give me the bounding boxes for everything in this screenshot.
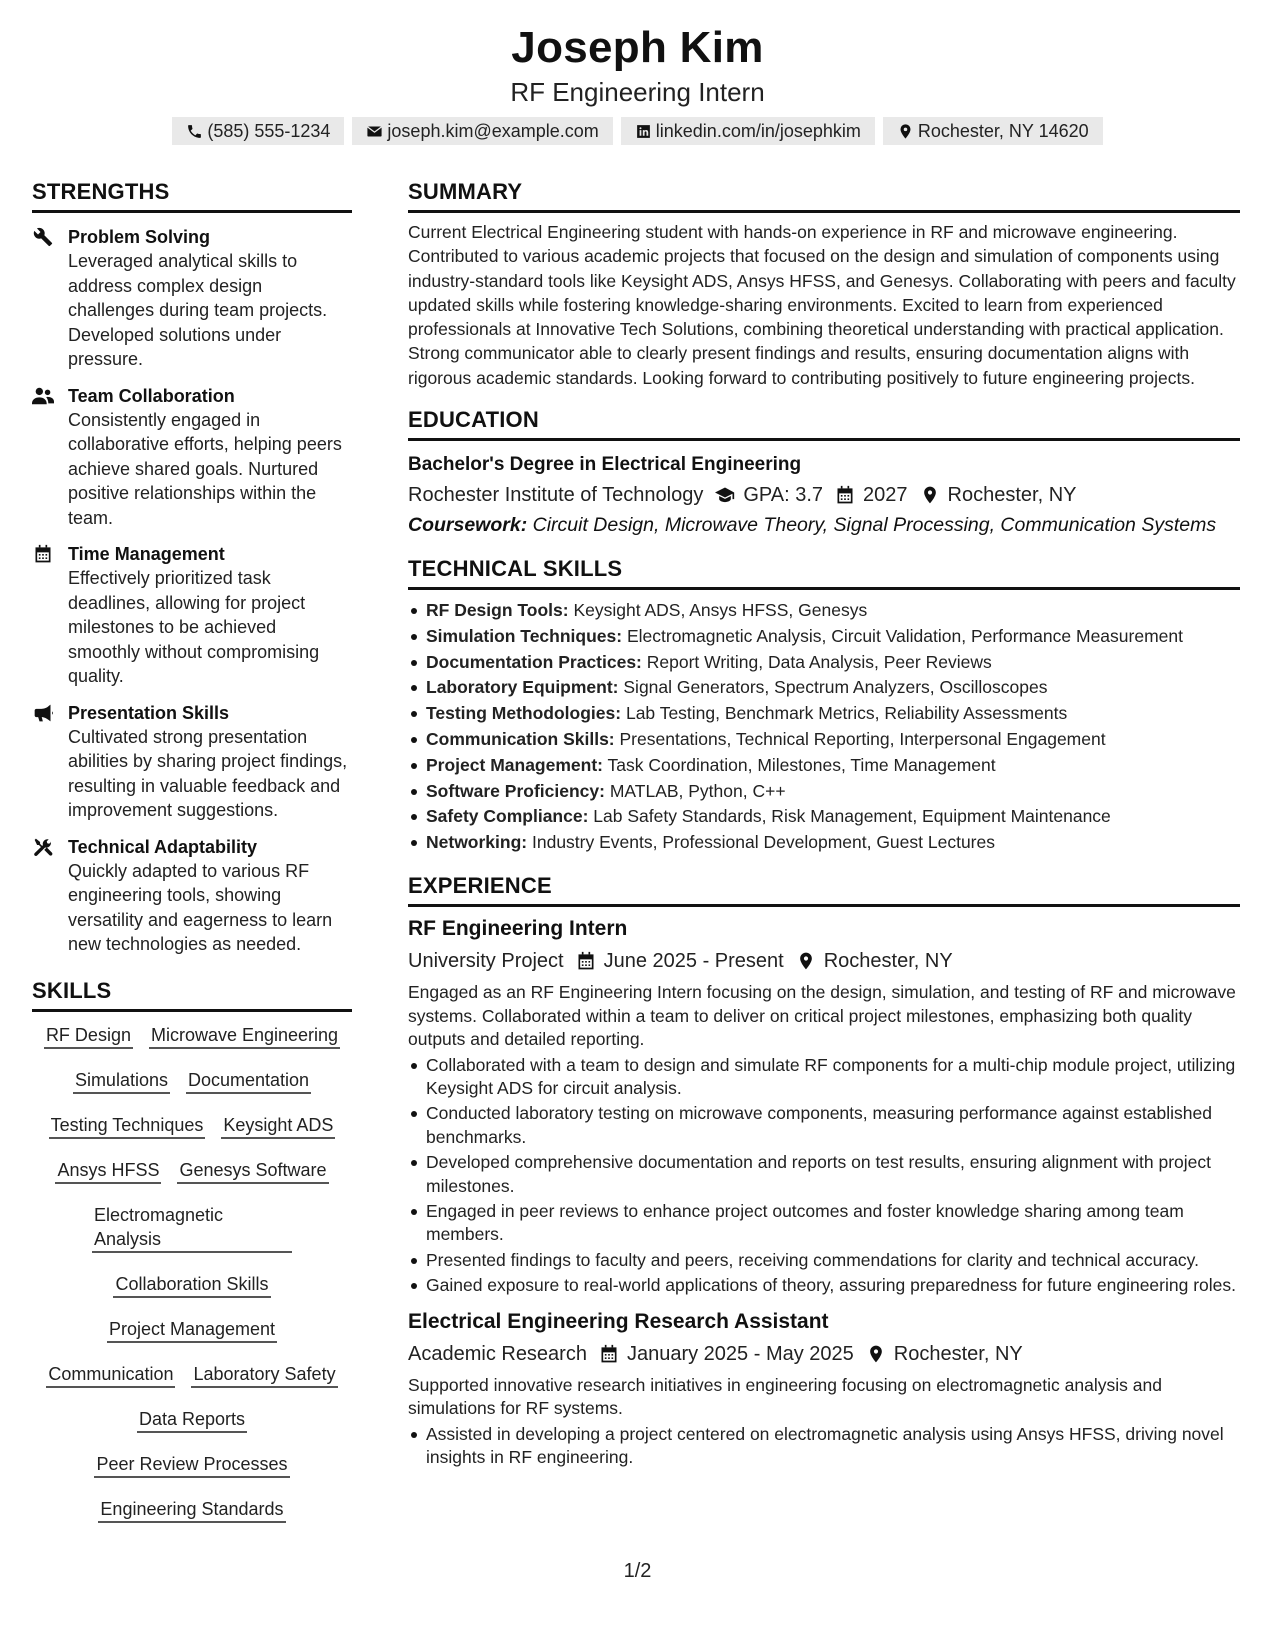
strength-item <box>32 225 352 372</box>
list-item <box>408 779 1240 805</box>
skill-tag: Documentation <box>186 1065 311 1094</box>
job-description: Engaged as an RF Engineering Intern focusing on the design, simulation, and testing of RF and microwave systems. Collaborated within a team to deliver on critical project milestones, emphasizing both quality outputs and detailed reporting. <box>408 982 1236 1050</box>
skills-section <box>32 977 352 1539</box>
calendar-icon <box>599 1344 619 1364</box>
skill-values: MATLAB, Python, C++ <box>604 780 786 801</box>
job-org: University Project <box>408 950 564 973</box>
bullhorn-icon <box>32 703 54 723</box>
list-item <box>408 727 1240 753</box>
experience-section <box>408 872 1240 1469</box>
strength-title: Presentation Skills <box>68 702 230 723</box>
linkedin-text: linkedin.com/in/josephkim <box>655 120 861 141</box>
skill-category: Communication Skills: <box>426 729 615 750</box>
contact-location <box>883 117 1103 145</box>
skill-category: Simulation Techniques: <box>426 625 623 646</box>
list-item: Assisted in developing a project centered on electromagnetic analysis using Ansys HFSS, driving novel insights in RF engineering. <box>408 1423 1240 1470</box>
strength-title: Problem Solving <box>68 227 211 247</box>
skill-tag: Microwave Engineering <box>149 1020 340 1049</box>
email-text: joseph.kim@example.com <box>387 120 599 141</box>
skill-category: Safety Compliance: <box>426 806 589 827</box>
calendar-icon <box>835 485 855 505</box>
skills-heading: SKILLS <box>32 977 352 1012</box>
strength-item <box>32 835 352 957</box>
job-title: Electrical Engineering Research Assistant <box>408 1309 829 1333</box>
job-location: Rochester, NY <box>823 950 953 973</box>
skill-values: Industry Events, Professional Development, Guest Lectures <box>527 832 995 853</box>
skill-tag: Collaboration Skills <box>113 1269 270 1298</box>
left-column <box>32 178 352 1539</box>
skill-tag: Ansys HFSS <box>55 1155 161 1184</box>
list-item <box>408 650 1240 676</box>
job-bullets <box>408 1054 1240 1298</box>
experience-heading: EXPERIENCE <box>408 872 1240 907</box>
skill-tag: Communication <box>46 1359 175 1388</box>
list-item <box>408 701 1240 727</box>
phone-icon <box>186 123 203 140</box>
list-item <box>408 624 1240 650</box>
contact-linkedin[interactable] <box>621 117 875 145</box>
skill-tag: Data Reports <box>137 1404 247 1433</box>
skill-category: Networking: <box>426 832 528 853</box>
list-item <box>408 830 1240 856</box>
technical-skills-section <box>408 555 1240 856</box>
skill-tag: Laboratory Safety <box>191 1359 337 1388</box>
page-number: 1/2 <box>623 1560 652 1582</box>
education-section <box>408 406 1240 539</box>
skill-category: Project Management: <box>426 754 603 775</box>
job-meta <box>408 1340 1240 1368</box>
right-column <box>408 178 1240 1471</box>
tools-icon <box>32 837 54 857</box>
skill-values: Keysight ADS, Ansys HFSS, Genesys <box>568 600 868 621</box>
strength-desc: Leveraged analytical skills to address complex design challenges during team projects. Developed solutions under pressure. <box>68 251 328 369</box>
skill-tag: Electromagnetic Analysis <box>92 1200 292 1253</box>
skill-tag: Keysight ADS <box>221 1110 335 1139</box>
gpa: GPA: 3.7 <box>743 484 824 507</box>
skill-tag: Peer Review Processes <box>94 1449 289 1478</box>
job-bullets <box>408 1423 1240 1470</box>
calendar-icon <box>32 544 54 564</box>
technical-skills-heading: TECHNICAL SKILLS <box>408 555 1240 590</box>
summary-text: Current Electrical Engineering student with hands-on experience in RF and microwave engineering. Contributed to various academic projects that focused on the design and simulation of components using industry-standard tools like Keysight ADS, Ansys HFSS, and Genesys. Collaborating with peers and faculty updated skills while fostering knowledge-sharing environments. Excited to learn from experienced professionals at Innovative Tech Solutions, combining theoretical understanding with practical application. Strong communicator able to clearly present findings and results, ensuring documentation aligns with rigorous academic standards. Looking forward to contributing positively to future engineering projects. <box>408 222 1236 388</box>
coursework <box>408 511 1240 539</box>
map-pin-icon <box>796 951 816 971</box>
list-item: Gained exposure to real-world applications of theory, assuring preparedness for future engineering roles. <box>408 1274 1240 1297</box>
map-pin-icon <box>897 123 914 140</box>
skill-values: Presentations, Technical Reporting, Interpersonal Engagement <box>614 729 1106 750</box>
skill-tag-cloud <box>32 1012 352 1539</box>
strength-title: Team Collaboration <box>68 385 235 406</box>
skill-category: Software Proficiency: <box>426 780 605 801</box>
strength-title: Technical Adaptability <box>68 836 258 857</box>
skill-category: Laboratory Equipment: <box>426 677 619 698</box>
strength-title: Time Management <box>68 544 225 564</box>
job-location: Rochester, NY <box>893 1342 1023 1365</box>
list-item: Collaborated with a team to design and simulate RF components for a multi-chip module project, utilizing Keysight ADS for circuit analysis. <box>408 1054 1240 1101</box>
resume-header <box>0 0 1275 145</box>
strength-item <box>32 701 352 823</box>
map-pin-icon <box>866 1344 886 1364</box>
strength-item <box>32 542 352 689</box>
list-item: Presented findings to faculty and peers, receiving commendations for clarity and technical accuracy. <box>408 1249 1240 1272</box>
linkedin-icon <box>635 123 652 140</box>
contact-email[interactable] <box>352 117 612 145</box>
phone-text: (585) 555-1234 <box>207 120 331 141</box>
summary-section <box>408 178 1240 390</box>
users-icon <box>32 386 54 406</box>
graduation-cap-icon <box>715 485 735 505</box>
list-item: Conducted laboratory testing on microwave components, measuring performance against established benchmarks. <box>408 1102 1240 1149</box>
job-entry <box>408 1308 1240 1470</box>
job-title: RF Engineering Intern <box>408 917 628 941</box>
school-location: Rochester, NY <box>947 484 1077 507</box>
job-meta <box>408 947 1240 975</box>
education-heading: EDUCATION <box>408 406 1240 441</box>
strengths-section <box>32 178 352 957</box>
school-name: Rochester Institute of Technology <box>408 484 704 507</box>
location-text: Rochester, NY 14620 <box>917 120 1089 141</box>
skill-values: Electromagnetic Analysis, Circuit Validation, Performance Measurement <box>622 625 1183 646</box>
coursework-label: Coursework: <box>408 514 528 537</box>
skill-tag: Simulations <box>73 1065 170 1094</box>
skill-tag: Genesys Software <box>177 1155 328 1184</box>
skill-category: Documentation Practices: <box>426 651 642 672</box>
list-item: Engaged in peer reviews to enhance project outcomes and foster knowledge sharing among team members. <box>408 1200 1240 1247</box>
skill-values: Signal Generators, Spectrum Analyzers, Oscilloscopes <box>618 677 1048 698</box>
job-description: Supported innovative research initiatives in engineering focusing on electromagnetic analysis and simulations for RF systems. <box>408 1374 1162 1419</box>
skill-tag: Testing Techniques <box>49 1110 206 1139</box>
job-dates: January 2025 - May 2025 <box>626 1342 854 1365</box>
coursework-list: Circuit Design, Microwave Theory, Signal Processing, Communication Systems <box>527 514 1217 537</box>
list-item <box>408 753 1240 779</box>
list-item <box>408 598 1240 624</box>
contact-bar <box>0 117 1275 145</box>
job-org: Academic Research <box>408 1342 587 1365</box>
strength-desc: Quickly adapted to various RF engineering tools, showing versatility and eagerness to learn new technologies as needed. <box>68 860 333 954</box>
strength-item <box>32 384 352 531</box>
strength-desc: Cultivated strong presentation abilities by sharing project findings, resulting in valuable feedback and improvement suggestions. <box>68 726 348 820</box>
map-pin-icon <box>920 485 940 505</box>
degree-title: Bachelor's Degree in Electrical Engineering <box>408 454 802 476</box>
list-item: Developed comprehensive documentation and reports on test results, ensuring alignment with project milestones. <box>408 1151 1240 1198</box>
summary-heading: SUMMARY <box>408 178 1240 213</box>
calendar-icon <box>576 951 596 971</box>
skill-category: RF Design Tools: <box>426 600 569 621</box>
skill-values: Lab Testing, Benchmark Metrics, Reliability Assessments <box>621 703 1068 724</box>
list-item <box>408 804 1240 830</box>
grad-year: 2027 <box>863 484 908 507</box>
technical-skills-list <box>408 598 1240 856</box>
skill-tag: Project Management <box>107 1314 277 1343</box>
education-meta <box>408 481 1240 509</box>
skill-values: Report Writing, Data Analysis, Peer Reviews <box>641 651 992 672</box>
strength-desc: Effectively prioritized task deadlines, allowing for project milestones to be achieved smoothly without compromising quality. <box>68 568 320 686</box>
skill-values: Lab Safety Standards, Risk Management, Equipment Maintenance <box>588 806 1111 827</box>
envelope-icon <box>366 123 383 140</box>
job-dates: June 2025 - Present <box>603 950 784 973</box>
skill-tag: RF Design <box>44 1020 133 1049</box>
skill-tag: Engineering Standards <box>98 1494 285 1523</box>
strengths-heading: STRENGTHS <box>32 178 352 213</box>
strength-desc: Consistently engaged in collaborative efforts, helping peers achieve shared goals. Nurtured positive relationships within the team. <box>68 409 342 528</box>
contact-phone[interactable] <box>172 117 344 145</box>
job-entry <box>408 915 1240 1298</box>
list-item <box>408 675 1240 701</box>
candidate-name: Joseph Kim <box>511 23 764 72</box>
wrench-icon <box>32 227 54 247</box>
skill-category: Testing Methodologies: <box>426 703 622 724</box>
skill-values: Task Coordination, Milestones, Time Management <box>602 754 996 775</box>
candidate-role: RF Engineering Intern <box>510 77 765 107</box>
